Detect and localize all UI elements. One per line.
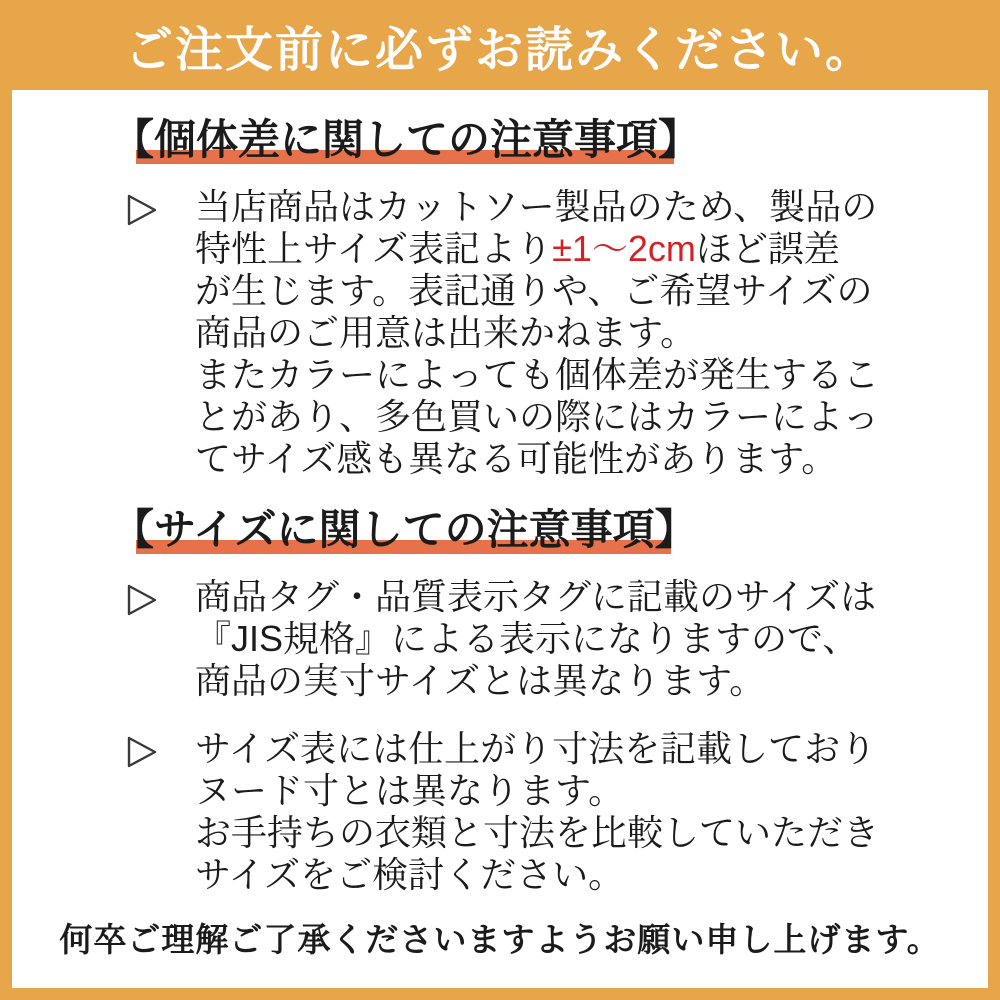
top-banner [0, 0, 1000, 90]
tolerance-highlight-text: ±1〜2cm [552, 228, 696, 269]
notice-bullet-size-tag [124, 576, 988, 702]
bullet-line: てサイズ感も異なる可能性があります。 [195, 438, 838, 479]
triangle-bullet-icon [124, 728, 195, 770]
bullet-line: またカラーによっても個体差が発生するこ [195, 354, 880, 395]
bullet-text-block [195, 576, 876, 702]
notice-bullet-individual-difference [124, 186, 988, 480]
bullet-line: が生じます。表記通りや、ご希望サイズの [195, 270, 873, 311]
triangle-bullet-icon [124, 186, 195, 228]
section-heading-individual-difference [112, 114, 988, 166]
section-heading-size [112, 504, 988, 556]
notice-bullet-size-measurement [124, 728, 988, 896]
bullet-line: 商品タグ・品質表示タグに記載のサイズは [195, 576, 877, 617]
bullet-line [195, 228, 879, 270]
content-panel [12, 90, 988, 988]
closing-message: 何卒ご理解ご了承くださいますようお願い申し上げます。 [59, 921, 941, 958]
bullet-line: 『JIS規格』による表示になりますので、 [195, 618, 859, 659]
bullet-line: ヌード寸とは異なります。 [195, 770, 625, 811]
bullet-line: 商品のご用意は出来かねます。 [195, 312, 697, 353]
section-heading-text: 【サイズに関しての注意事項】 [112, 504, 697, 556]
bullet-line: 当店商品はカットソー製品のため、製品の [195, 186, 878, 227]
banner-title: ご注文前に必ずお読みください。 [124, 23, 875, 77]
section-heading-text: 【個体差に関しての注意事項】 [112, 114, 700, 166]
bullet-line: 商品の実寸サイズとは異なります。 [195, 660, 766, 701]
bullet-line: サイズをご検討ください。 [195, 854, 625, 895]
bullet-line: お手持ちの衣類と寸法を比較していただき [195, 812, 880, 853]
bullet-line-text: 特性上サイズ表記より [195, 228, 553, 269]
bullet-line-text: ほど誤差 [695, 228, 840, 269]
triangle-bullet-icon [124, 576, 195, 618]
bullet-text-block [195, 186, 879, 480]
bullet-text-block [195, 728, 879, 896]
bullet-line: サイズ表には仕上がり寸法を記載しており [195, 728, 877, 769]
bullet-line: とがあり、多色買いの際にはカラーによっ [195, 396, 880, 437]
